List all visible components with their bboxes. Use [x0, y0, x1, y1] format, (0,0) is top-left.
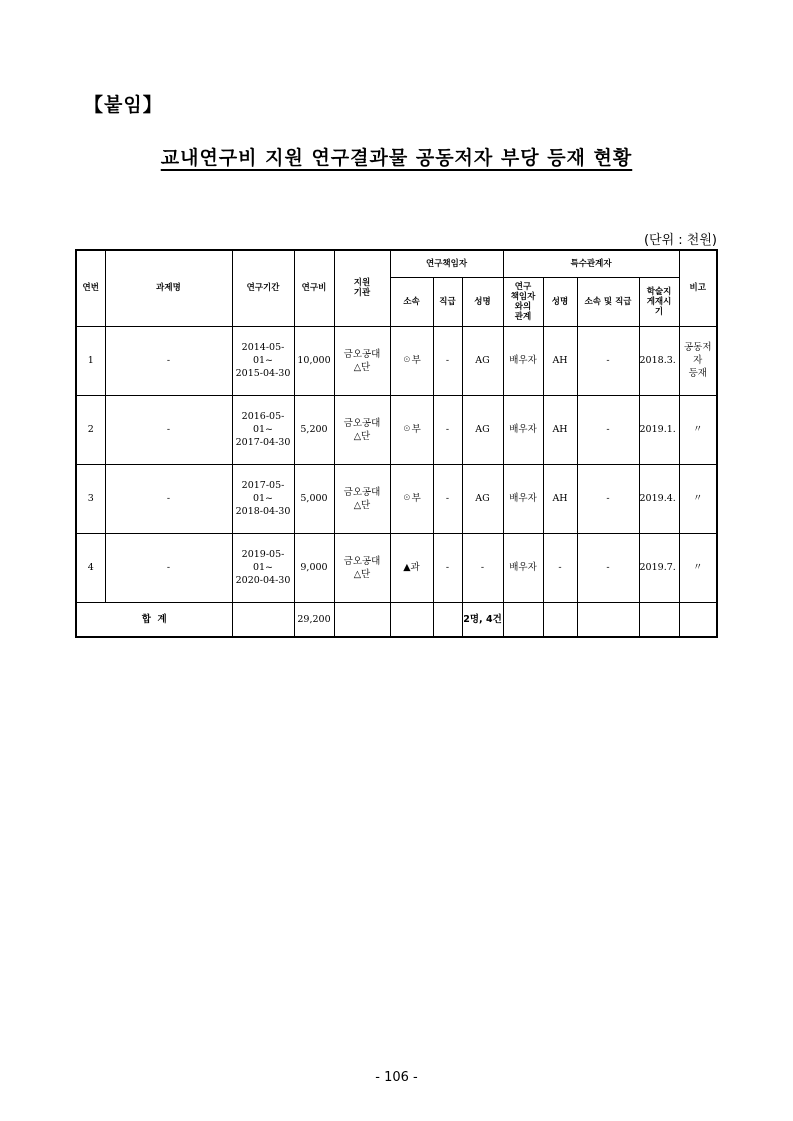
institution-line-2: △단: [353, 361, 371, 373]
total-empty-period: [232, 602, 294, 637]
institution-line-1: 금오공대: [343, 417, 381, 429]
total-empty-institution: [334, 602, 390, 637]
cell-funding: 5,200: [294, 395, 334, 464]
cell-rel-affil-position: -: [577, 395, 639, 464]
cell-funding: 9,000: [294, 533, 334, 602]
cell-pi-name: AG: [462, 464, 503, 533]
cell-rel-name: -: [543, 533, 577, 602]
cell-project: -: [105, 395, 232, 464]
total-row: [76, 602, 717, 637]
cell-period: [232, 533, 294, 602]
cell-pub-date: 2019.7.: [639, 533, 679, 602]
header-institution: 지원 기관: [334, 250, 390, 326]
header-rel-relation: 연구 책임자와의 관계: [503, 277, 543, 326]
total-empty-affiliation: [390, 602, 433, 637]
cell-rel-name: AH: [543, 326, 577, 395]
cell-pi-position: -: [433, 326, 462, 395]
total-funding: 29,200: [294, 602, 334, 637]
cell-remarks: [679, 464, 717, 533]
cell-rel-name: AH: [543, 395, 577, 464]
header-rel-name: 성명: [543, 277, 577, 326]
header-rel-affil-position: 소속 및 직급: [577, 277, 639, 326]
cell-rel-affil-position: -: [577, 326, 639, 395]
cell-period: [232, 395, 294, 464]
attachment-label: 【붙임】: [84, 94, 163, 116]
total-empty-rel-affil: [577, 602, 639, 637]
cell-period: [232, 464, 294, 533]
total-empty-rel-name: [543, 602, 577, 637]
table-row: [76, 326, 717, 395]
table-row: [76, 395, 717, 464]
total-empty-remarks: [679, 602, 717, 637]
header-no: 연번: [76, 250, 105, 326]
unit-note: (단위 : 천원): [643, 233, 717, 248]
cell-institution: [334, 395, 390, 464]
cell-remarks: [679, 533, 717, 602]
cell-pi-position: -: [433, 395, 462, 464]
period-start: 2019-05-01~: [241, 549, 285, 573]
period-start: 2017-05-01~: [241, 480, 285, 504]
period-end: 2018-04-30: [235, 506, 291, 517]
header-period: 연구기간: [232, 250, 294, 326]
cell-institution: [334, 464, 390, 533]
remarks-line-1: 〃: [693, 424, 703, 435]
cell-no: 4: [76, 533, 105, 602]
cell-pub-date: 2018.3.: [639, 326, 679, 395]
cell-pi-name: AG: [462, 326, 503, 395]
cell-rel-affil-position: -: [577, 464, 639, 533]
remarks-line-1: 공동저자: [684, 342, 712, 366]
period-end: 2015-04-30: [235, 368, 291, 379]
cell-pi-name: -: [462, 533, 503, 602]
period-start: 2014-05-01~: [241, 342, 285, 366]
cell-no: 2: [76, 395, 105, 464]
institution-line-1: 금오공대: [343, 486, 381, 498]
header-row-top: [76, 250, 717, 277]
header-pi-group: 연구책임자: [390, 250, 503, 277]
cell-institution: [334, 533, 390, 602]
cell-relation: 배우자: [503, 533, 543, 602]
total-label: 합 계: [76, 602, 232, 637]
page-title: [0, 143, 793, 170]
cell-remarks: [679, 326, 717, 395]
cell-relation: 배우자: [503, 326, 543, 395]
cell-project: -: [105, 533, 232, 602]
total-pi-count: 2명, 4건: [462, 602, 503, 637]
cell-period: [232, 326, 294, 395]
cell-pi-affiliation: ▲과: [390, 533, 433, 602]
cell-relation: 배우자: [503, 395, 543, 464]
header-funding: 연구비: [294, 250, 334, 326]
page-title-text: 교내연구비 지원 연구결과물 공동저자 부당 등재 현황: [160, 147, 633, 169]
institution-line-1: 금오공대: [343, 555, 381, 567]
cell-pi-name: AG: [462, 395, 503, 464]
cell-pi-position: -: [433, 533, 462, 602]
institution-line-1: 금오공대: [343, 348, 381, 360]
cell-pub-date: 2019.4.: [639, 464, 679, 533]
cell-remarks: [679, 395, 717, 464]
cell-project: -: [105, 326, 232, 395]
table-row: [76, 464, 717, 533]
cell-pi-affiliation: ☉부: [390, 326, 433, 395]
cell-funding: 10,000: [294, 326, 334, 395]
header-remarks: 비고: [679, 250, 717, 326]
total-empty-pub-date: [639, 602, 679, 637]
cell-no: 1: [76, 326, 105, 395]
cell-pi-affiliation: ☉부: [390, 395, 433, 464]
total-empty-position: [433, 602, 462, 637]
header-rel-group: 특수관계자: [503, 250, 679, 277]
cell-rel-affil-position: -: [577, 533, 639, 602]
table-row: [76, 533, 717, 602]
remarks-line-1: 〃: [693, 562, 703, 573]
total-empty-relation: [503, 602, 543, 637]
page-number: - 106 -: [375, 1070, 418, 1085]
cell-no: 3: [76, 464, 105, 533]
period-end: 2017-04-30: [235, 437, 291, 448]
institution-line-2: △단: [353, 499, 371, 511]
cell-institution: [334, 326, 390, 395]
header-pi-position: 직급: [433, 277, 462, 326]
status-table: [75, 249, 718, 638]
header-rel-pub-date: 학술지 게재시기: [639, 277, 679, 326]
header-project: 과제명: [105, 250, 232, 326]
remarks-line-1: 〃: [693, 493, 703, 504]
header-pi-affiliation: 소속: [390, 277, 433, 326]
period-end: 2020-04-30: [235, 575, 291, 586]
period-start: 2016-05-01~: [241, 411, 285, 435]
remarks-line-2: 등재: [688, 368, 707, 379]
cell-pi-position: -: [433, 464, 462, 533]
cell-pi-affiliation: ☉부: [390, 464, 433, 533]
header-pi-name: 성명: [462, 277, 503, 326]
institution-line-2: △단: [353, 568, 371, 580]
cell-funding: 5,000: [294, 464, 334, 533]
cell-pub-date: 2019.1.: [639, 395, 679, 464]
cell-relation: 배우자: [503, 464, 543, 533]
cell-project: -: [105, 464, 232, 533]
institution-line-2: △단: [353, 430, 371, 442]
cell-rel-name: AH: [543, 464, 577, 533]
